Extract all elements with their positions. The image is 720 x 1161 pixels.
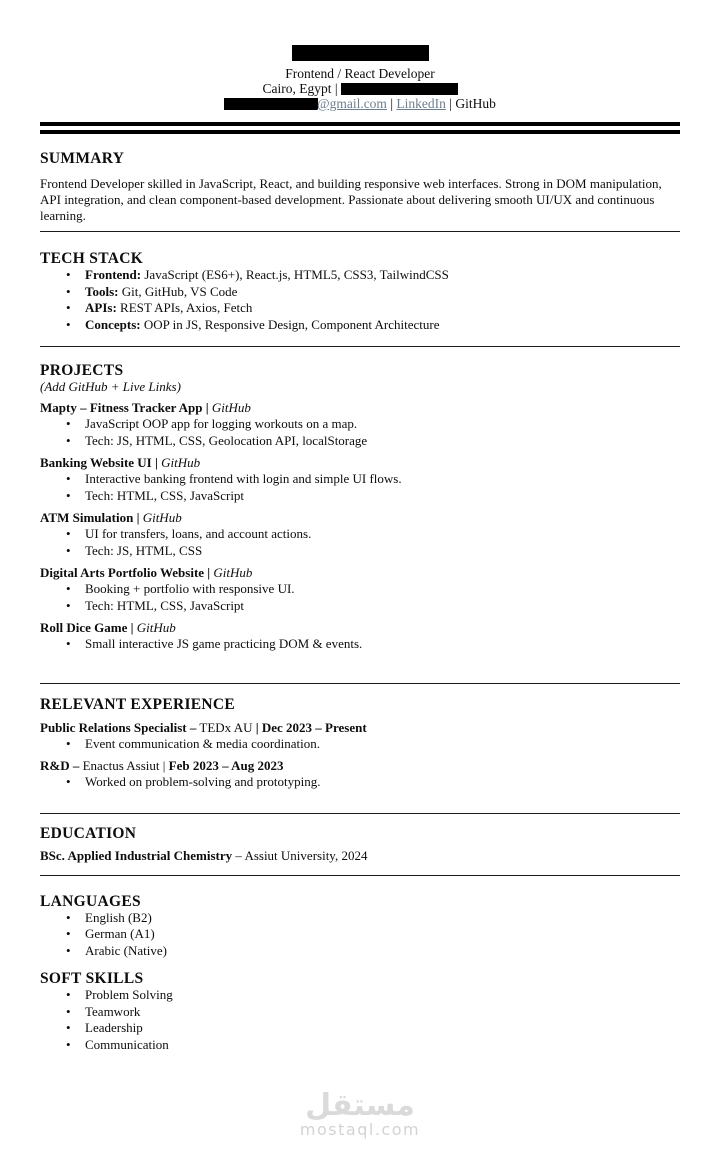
location-text: Cairo, Egypt | (262, 81, 338, 96)
list-item: • German (A1) (40, 926, 680, 943)
list-item: • Leadership (40, 1020, 680, 1037)
experience-dates: Feb 2023 – Aug 2023 (168, 758, 284, 773)
email-link[interactable]: @gmail.com (317, 96, 387, 111)
project-atm (40, 510, 680, 559)
tech-value: OOP in JS, Responsive Design, Component Architecture (140, 316, 440, 332)
list-item: • UI for transfers, loans, and account actions. (40, 526, 680, 543)
tech-label: APIs: (85, 300, 117, 315)
section-divider (40, 683, 680, 684)
list-item: • JavaScript OOP app for logging workouts on a map. (40, 416, 680, 433)
project-bullets (40, 636, 680, 653)
list-item: • Arabic (Native) (40, 943, 680, 960)
location-line (40, 81, 680, 96)
tech-value: REST APIs, Axios, Fetch (116, 300, 253, 315)
project-bullets (40, 416, 680, 449)
projects-heading: PROJECTS (40, 362, 124, 379)
list-item: • Event communication & media coordination. (40, 736, 680, 753)
redacted-name-bar (292, 45, 429, 61)
experience-role: Public Relations Specialist – (40, 719, 197, 735)
project-name: Digital Arts Portfolio Website (40, 565, 205, 580)
education-heading: EDUCATION (40, 824, 137, 842)
section-tech-stack (40, 251, 680, 333)
github-link[interactable]: GitHub (213, 565, 253, 580)
list-item (40, 284, 680, 301)
experience-bullets (40, 774, 680, 791)
projects-subtitle: (Add GitHub + Live Links) (40, 379, 181, 394)
experience-heading: RELEVANT EXPERIENCE (40, 695, 236, 713)
section-summary (40, 151, 680, 224)
mostaql-watermark (0, 1088, 720, 1139)
title-separator: | (204, 565, 214, 580)
summary-heading: SUMMARY (40, 150, 125, 167)
tech-stack-heading: TECH STACK (40, 250, 144, 267)
contact-separator: | (449, 96, 452, 111)
github-link[interactable]: GitHub (211, 400, 251, 415)
project-banking (40, 455, 680, 504)
project-title (40, 565, 680, 581)
tech-value: JavaScript (ES6+), React.js, HTML5, CSS3, TailwindCSS (141, 267, 449, 282)
github-link[interactable]: GitHub (455, 96, 496, 111)
list-item: • Small interactive JS game practicing DOM & events. (40, 636, 680, 653)
list-item: • Communication (40, 1037, 680, 1054)
tech-label: Concepts: (85, 316, 141, 332)
title-separator: | (151, 455, 162, 470)
experience-dates: | Dec 2023 – Present (255, 719, 367, 735)
tech-label: Tools: (85, 283, 119, 299)
experience-item (40, 758, 680, 791)
experience-org: TEDx AU (196, 719, 256, 735)
contact-line (40, 96, 680, 111)
list-item (40, 317, 680, 334)
github-link[interactable]: GitHub (136, 620, 176, 635)
tech-value: Git, GitHub, VS Code (118, 283, 238, 299)
list-item: • Tech: JS, HTML, CSS, Geolocation API, localStorage (40, 433, 680, 450)
list-item: • English (B2) (40, 910, 680, 927)
project-bullets (40, 526, 680, 559)
experience-title (40, 758, 680, 774)
title-separator: | (133, 510, 143, 525)
section-divider (40, 231, 680, 232)
project-title (40, 510, 680, 526)
job-title: Frontend / React Developer (285, 66, 435, 81)
experience-item (40, 720, 680, 753)
summary-text: Frontend Developer skilled in JavaScript, React, and building responsive web interfaces. Strong in DOM manipulation, API integration, and clean component-based development. Passionate about delivering smooth UI/UX and continuous learning. (40, 176, 662, 223)
list-item (40, 267, 680, 284)
soft-skills-heading: SOFT SKILLS (40, 970, 144, 987)
experience-org: Enactus Assiut | (79, 758, 169, 773)
languages-heading: LANGUAGES (40, 892, 141, 910)
section-divider (40, 875, 680, 876)
tech-stack-list (40, 267, 680, 333)
education-entry (40, 848, 680, 864)
mostaql-site-text: mostaql.com (299, 1120, 421, 1139)
header-divider (40, 122, 680, 134)
project-title (40, 620, 680, 636)
project-title (40, 400, 680, 416)
github-link[interactable]: GitHub (142, 510, 182, 525)
education-institution: – Assiut University, 2024 (232, 847, 368, 863)
section-divider (40, 346, 680, 347)
redacted-email-bar (224, 98, 318, 110)
github-link[interactable]: GitHub (161, 455, 201, 470)
list-item: • Worked on problem-solving and prototyping. (40, 774, 680, 791)
list-item: • Teamwork (40, 1004, 680, 1021)
project-bullets (40, 471, 680, 504)
mostaql-logo: مستقل (305, 1088, 415, 1123)
project-name: Roll Dice Game (40, 620, 128, 635)
section-education (40, 826, 680, 864)
title-separator: | (127, 620, 137, 635)
project-name: ATM Simulation (40, 510, 134, 525)
list-item (40, 300, 680, 317)
list-item: • Tech: HTML, CSS, JavaScript (40, 488, 680, 505)
linkedin-link[interactable]: LinkedIn (396, 96, 446, 111)
resume-header (40, 45, 680, 111)
section-projects (40, 363, 680, 653)
section-divider (40, 813, 680, 814)
list-item: • Tech: JS, HTML, CSS (40, 543, 680, 560)
list-item: • Interactive banking frontend with login and simple UI flows. (40, 471, 680, 488)
languages-list (40, 910, 680, 960)
list-item: • Booking + portfolio with responsive UI. (40, 581, 680, 598)
section-soft-skills (40, 971, 680, 1053)
redacted-phone-bar (341, 83, 458, 95)
education-degree: BSc. Applied Industrial Chemistry (40, 847, 233, 863)
project-mapty (40, 400, 680, 449)
contact-separator: | (390, 96, 394, 111)
resume-page (0, 45, 720, 1053)
section-languages (40, 894, 680, 960)
experience-role: R&D – (40, 758, 80, 773)
experience-title (40, 720, 680, 736)
section-experience (40, 697, 680, 791)
project-bullets (40, 581, 680, 614)
list-item: • Problem Solving (40, 987, 680, 1004)
project-name: Mapty – Fitness Tracker App (40, 400, 203, 415)
list-item: • Tech: HTML, CSS, JavaScript (40, 598, 680, 615)
project-title (40, 455, 680, 471)
project-roll-dice (40, 620, 680, 653)
project-name: Banking Website UI (40, 455, 152, 470)
tech-label: Frontend: (85, 267, 142, 282)
title-separator: | (202, 400, 212, 415)
experience-bullets (40, 736, 680, 753)
project-digital-arts (40, 565, 680, 614)
soft-skills-list (40, 987, 680, 1053)
